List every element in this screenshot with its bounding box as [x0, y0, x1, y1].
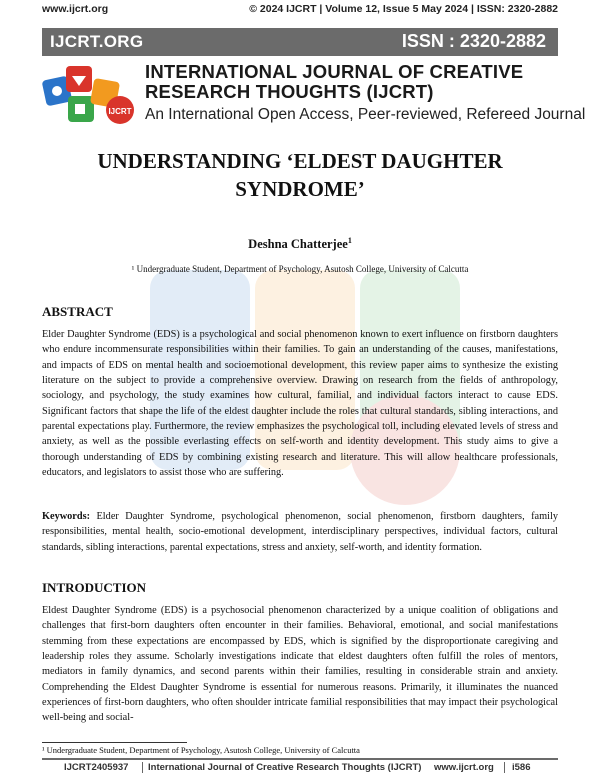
footer-separator: [142, 762, 143, 773]
abstract-text: Elder Daughter Syndrome (EDS) is a psychological and social phenomenon known to exert influence on firstborn daughters who endure incommensurate responsibilities within their families. To gain an understanding of the causes, manifestations, and impacts of EDS on mental health and socioemotional development, this review paper aims to synthesize the existing literature on the subject to provide a comprehensive overview. Drawing on research from the fields of anthropology, sociology, and psychology, the study examines how cultural, familial, and individual factors interact to cause EDS. Significant factors that shape the life of the eldest daughter include the roles that cultural standards, sibling interactions, and parental expectations play. Furthermore, the review emphasizes the psychological toll, including elevated levels of stress and anxiety, as well as the possible everlasting effects on self-worth and identity development. This study aims to give a thorough understanding of EDS by combining existing research and literature. This will allow healthcare professionals, educators, and legislators to assist those who are suffering.: [42, 329, 558, 479]
journal-subtitle: An International Open Access, Peer-reviewed, Refereed Journal: [145, 106, 586, 123]
keywords: Keywords: Elder Daughter Syndrome, psychological phenomenon, social phenomenon, firstborn daughters, family responsibilities, mental health, socio-emotional development, interdisciplinary perspectives, individual factors, cultural standards, sibling interactions, parental expectations, stress and anxiety, self-worth, and identity formation.: [42, 511, 558, 553]
header-citation: © 2024 IJCRT | Volume 12, Issue 5 May 2024 | ISSN: 2320-2882: [249, 3, 558, 15]
footnote: ¹ Undergraduate Student, Department of Psychology, Asutosh College, University of Calcutta: [42, 745, 360, 755]
paper-title: UNDERSTANDING ‘ELDEST DAUGHTER SYNDROME’: [97, 149, 503, 201]
journal-title: INTERNATIONAL JOURNAL OF CREATIVE RESEARCH THOUGHTS (IJCRT): [145, 61, 524, 102]
footer-journal: International Journal of Creative Research Thoughts (IJCRT): [148, 762, 422, 773]
author-affiliation: ¹ Undergraduate Student, Department of Psychology, Asutosh College, University of Calcutta: [131, 264, 469, 274]
running-header: [42, 3, 558, 17]
banner-site: IJCRT.ORG: [50, 32, 144, 51]
banner-issn: ISSN : 2320-2882: [401, 31, 546, 51]
journal-banner: [42, 28, 558, 56]
page-footer: [42, 758, 558, 774]
footnote-divider: [42, 742, 187, 743]
author-name: Deshna Chatterjee$^1$: [248, 236, 352, 252]
ijcrt-logo: [42, 62, 138, 128]
footer-paper-id: IJCRT2405937: [64, 762, 129, 773]
introduction-text: Eldest Daughter Syndrome (EDS) is a psychosocial phenomenon characterized by a unique coalition of obligations and challenges that first-born daughters often encounter in their families. Behavioral, emotional, and social manifestations stemming from these expectations are encompassed by EDS, which is signified by the disproportionate caregiving and leadership roles they assume. Scholarly investigations indicate that eldest daughters often fulfill the roles of mentors, mediators in family dynamics, and second parents within their families, resulting in considerable strain and anxiety. Comprehending the Eldest Daughter Syndrome is essential for numerous reasons. Primarily, it illuminates the nuanced experiences of first-born daughters, who often shoulder intricate familial responsibilities that may impact their psychological well-being and social-: [42, 605, 558, 724]
header-website: www.ijcrt.org: [42, 3, 109, 15]
footer-website[interactable]: www.ijcrt.org: [434, 762, 494, 773]
footer-page: i586: [512, 762, 531, 773]
footer-separator: [504, 762, 505, 773]
logo-text: IJCRT: [108, 107, 132, 116]
abstract-heading: ABSTRACT: [42, 304, 113, 319]
introduction-heading: INTRODUCTION: [42, 580, 147, 595]
